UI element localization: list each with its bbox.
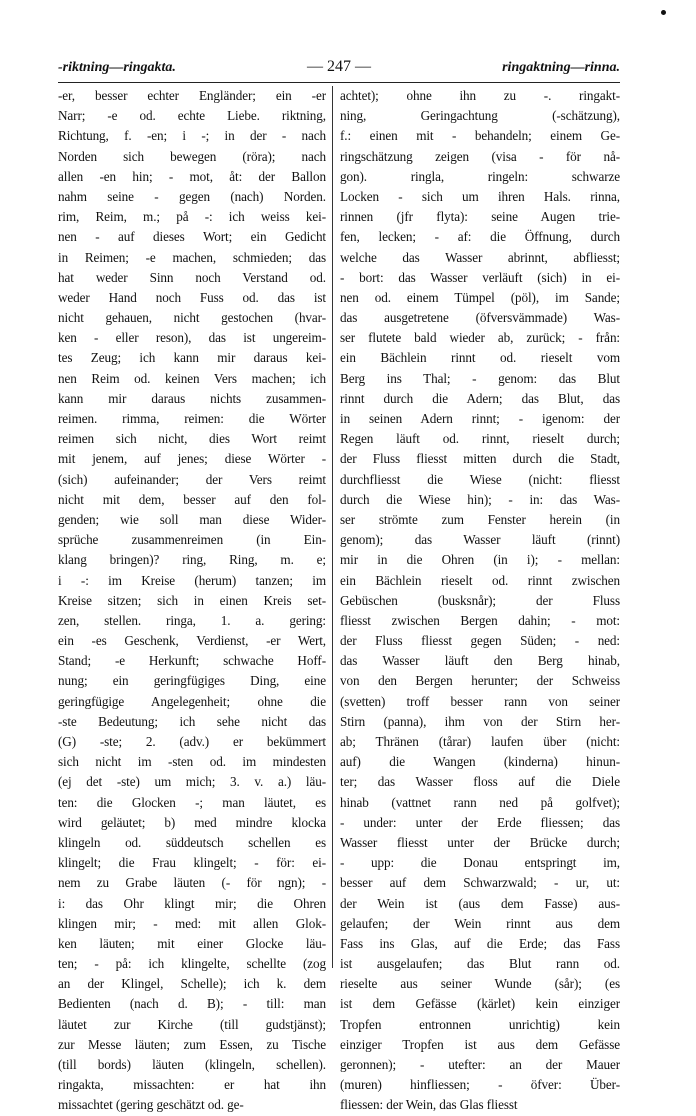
text-line: Kreise sitzen; sich in einen Kreis set- [58, 592, 326, 608]
text-line: ten: die Glocken -; man läutet, es [58, 794, 326, 810]
text-line: nicht mit dem, besser auf den fol- [58, 491, 326, 507]
header-rule [58, 82, 620, 83]
text-line: nen Reim od. keinen Vers machen; ich [58, 370, 326, 386]
text-line: reimen sich nicht, dies Wort reimt [58, 431, 326, 447]
text-line: allen -en hin; - mot, åt: der Ballon [58, 168, 326, 184]
header-right-entry-range: ringaktning—rinna. [502, 60, 620, 75]
text-line: Berg ins Thal; - genom: das Blut [340, 370, 620, 386]
text-line: Fass ins Glas, auf die Erde; das Fass [340, 935, 620, 951]
text-line: durch die Wiese hin); - in: das Was- [340, 491, 620, 507]
text-line: - upp: die Donau entspringt im, [340, 855, 620, 871]
text-line: geronnen); - utefter: an der Mauer [340, 1057, 620, 1072]
text-line: f.: einen mit - behandeln; einem Ge- [340, 128, 620, 144]
text-line: nen - auf dieses Wort; ein Gedicht [58, 229, 326, 245]
text-line: sprüche zusammenreimen (in Ein- [58, 532, 326, 548]
text-line: - under: unter der Erde fliessen; das [340, 814, 620, 830]
text-line: ser strömte zum Fenster herein (in [340, 511, 620, 527]
text-line: der Fluss fliesst gegen Süden; - ned: [340, 633, 620, 649]
text-line: (ej det -ste) um mich; 3. v. a.) läu- [58, 774, 326, 790]
text-line: (svetten) troff besser rann von seiner [340, 693, 620, 709]
text-line: Norden sich bewegen (röra); nach [58, 148, 326, 164]
text-line: ter; das Wasser floss auf die Diele [340, 774, 620, 790]
text-line: ning, Geringachtung (-schätzung), [340, 108, 620, 124]
text-line: ist dem Gefässe (kärlet) kein einziger [340, 996, 620, 1012]
text-line: -ste Bedeutung; ich sehe nicht das [58, 713, 326, 729]
text-line: Stand; -e Herkunft; schwache Hoff- [58, 653, 326, 669]
text-line: genom); das Wasser läuft (rinnt) [340, 532, 620, 548]
text-line: nung; ein geringfügiges Ding, eine [58, 673, 326, 689]
text-line: Narr; -e od. echte Liebe. riktning, [58, 108, 326, 124]
text-line: fliesst zwischen Bergen dahin; - mot: [340, 612, 620, 628]
text-line: welche das Wasser abrinnt, abfliesst; [340, 249, 620, 265]
text-line: rinnt durch die Adern; das Blut, das [340, 390, 620, 406]
text-line: auf) die Wangen (kinderna) hinun- [340, 754, 620, 770]
text-line: hat weder Sinn noch Verstand od. [58, 269, 326, 285]
column-divider [332, 86, 333, 968]
text-line: (till bords) läuten (klingeln, schellen). [58, 1057, 326, 1072]
text-line: gon). ringla, ringeln: schwarze [340, 168, 620, 184]
text-line: nen od. einem Tümpel (pöl), im Sande; [340, 289, 620, 305]
text-line: rieselte aus seiner Wunde (sår); (es [340, 976, 620, 992]
text-line: von den Bergen herunter; der Schweiss [340, 673, 620, 689]
text-line: -er, besser echter Engländer; ein -er [58, 88, 326, 103]
text-line: sich nicht im -sten od. im mindesten [58, 754, 326, 770]
text-line: wird geläutet; b) med mindre klocka [58, 814, 326, 830]
text-line: ein Bächlein rinnt od. rieselt vom [340, 350, 620, 366]
text-line: ringakta, missachten: er hat ihn [58, 1077, 326, 1093]
text-line: kann mir daraus nichts zusammen- [58, 390, 326, 406]
text-line: Wasser fliesst unter der Brücke durch; [340, 834, 620, 850]
text-line: klingeln od. süddeutsch schellen es [58, 834, 326, 850]
text-line: ken läuten; mit einer Glocke läu- [58, 935, 326, 951]
text-line: mir in die Ohren (in i); - mellan: [340, 552, 620, 568]
text-line: missachtet (gering geschätzt od. ge- [58, 1097, 244, 1113]
text-line: hinab (vattnet rann ned på golfvet); [340, 794, 620, 810]
text-line: ken - eller reson), das ist ungereim- [58, 330, 326, 346]
text-line: Tropfen entronnen unrichtig) kein [340, 1016, 620, 1032]
text-line: genden; wie soll man diese Wider- [58, 511, 326, 527]
text-line: nicht gehauen, nicht gestochen (hvar- [58, 310, 326, 326]
text-line: das Wasser läuft den Berg hinab, [340, 653, 620, 669]
text-line: Richtung, f. -en; i -; in der - nach [58, 128, 326, 144]
text-line: durchfliesst die Wiese (nicht: fliesst [340, 471, 620, 487]
text-line: i: das Ohr klingt mir; die Ohren [58, 895, 326, 911]
text-line: (muren) hinfliessen; - öfver: Über- [340, 1077, 620, 1093]
text-line: ringschätzung zeigen (visa - för nå- [340, 148, 620, 164]
text-line: der Fluss fliesst mitten durch die Stadt, [340, 451, 620, 467]
right-column [340, 86, 620, 1116]
text-line: (sich) aufeinander; der Vers reimt [58, 471, 326, 487]
text-line: in seinen Adern rinnt; - igenom: der [340, 411, 620, 426]
text-line: klang bringen)? ring, Ring, m. e; [58, 552, 326, 568]
text-line: nem zu Grabe läuten (- för ngn); - [58, 875, 326, 891]
text-line: Stirn (panna), ihm von der Stirn her- [340, 713, 620, 729]
header-left-entry-range: -riktning—ringakta. [58, 60, 176, 75]
text-line: rim, Reim, m.; på -: ich weiss kei- [58, 209, 326, 225]
text-line: ist ausgelaufen; das Blut rann od. [340, 956, 620, 972]
text-line: besser auf dem Schwarzwald; - ur, ut: [340, 875, 620, 891]
text-line: reimen. rimma, reimen: die Wörter [58, 411, 326, 426]
page-number: — 247 — [307, 58, 371, 75]
text-line: weder Hand noch Fuss od. das ist [58, 289, 326, 305]
text-line: läutet zur Kirche (till gudstjänst); [58, 1016, 326, 1032]
text-line: das ausgetretene (öfversvämmade) Was- [340, 310, 620, 326]
text-line: i -: im Kreise (herum) tanzen; im [58, 572, 326, 588]
text-line: ein Bächlein rieselt od. rinnt zwischen [340, 572, 620, 588]
text-line: gelaufen; der Wein rinnt aus dem [340, 915, 620, 931]
text-line: ab; Thränen (tårar) laufen über (nicht: [340, 734, 620, 749]
text-line: (G) -ste; 2. (adv.) er bekümmert [58, 734, 326, 749]
text-line: Locken - sich um ihren Hals. rinna, [340, 188, 620, 204]
text-line: mit jenem, auf jenes; diese Wörter - [58, 451, 326, 467]
text-line: achtet); ohne ihn zu -. ringakt- [340, 88, 620, 103]
text-line: ten; - på: ich klingelte, schellte (zog [58, 956, 326, 972]
text-line: geringfügige Angelegenheit; ohne die [58, 693, 326, 709]
text-line: tes Zeug; ich kann mir daraus kei- [58, 350, 326, 366]
running-header [58, 60, 620, 82]
text-line: Bedienten (nach d. B); - till: man [58, 996, 326, 1012]
text-line: Regen läuft od. rinnt, rieselt durch; [340, 431, 620, 447]
text-line: klingen mir; - med: mit allen Glok- [58, 915, 326, 931]
left-column [58, 86, 326, 1116]
text-line: zur Messe läuten; zum Essen, zu Tische [58, 1036, 326, 1052]
text-line: der Wein ist (aus dem Fasse) aus- [340, 895, 620, 911]
text-line: in Reimen; -e machen, schmieden; das [58, 249, 326, 265]
text-line: klingelt; die Frau klingelt; - för: ei- [58, 855, 326, 871]
text-line: fen, lecken; - af: die Öffnung, durch [340, 229, 620, 245]
text-line: fliessen: der Wein, das Glas fliesst [340, 1097, 518, 1113]
text-line: rinnen (jfr flyta): seine Augen trie- [340, 209, 620, 225]
text-line: einziger Tropfen ist aus dem Gefässe [340, 1036, 620, 1052]
text-line: zen, stellen. ringa, 1. a. gering: [58, 612, 326, 628]
text-line: ein -es Geschenk, Verdienst, -er Wert, [58, 633, 326, 649]
ink-dot [661, 10, 666, 15]
text-line: ser flutete bald wieder ab, zurück; - från: [340, 330, 620, 346]
text-line: an der Klingel, Schelle); ich k. dem [58, 976, 326, 992]
text-line: nahm seine - gegen (nach) Norden. [58, 188, 326, 204]
text-line: - bort: das Wasser verläuft (sich) in ei- [340, 269, 620, 285]
text-line: Gebüschen (busksnår); der Fluss [340, 592, 620, 608]
